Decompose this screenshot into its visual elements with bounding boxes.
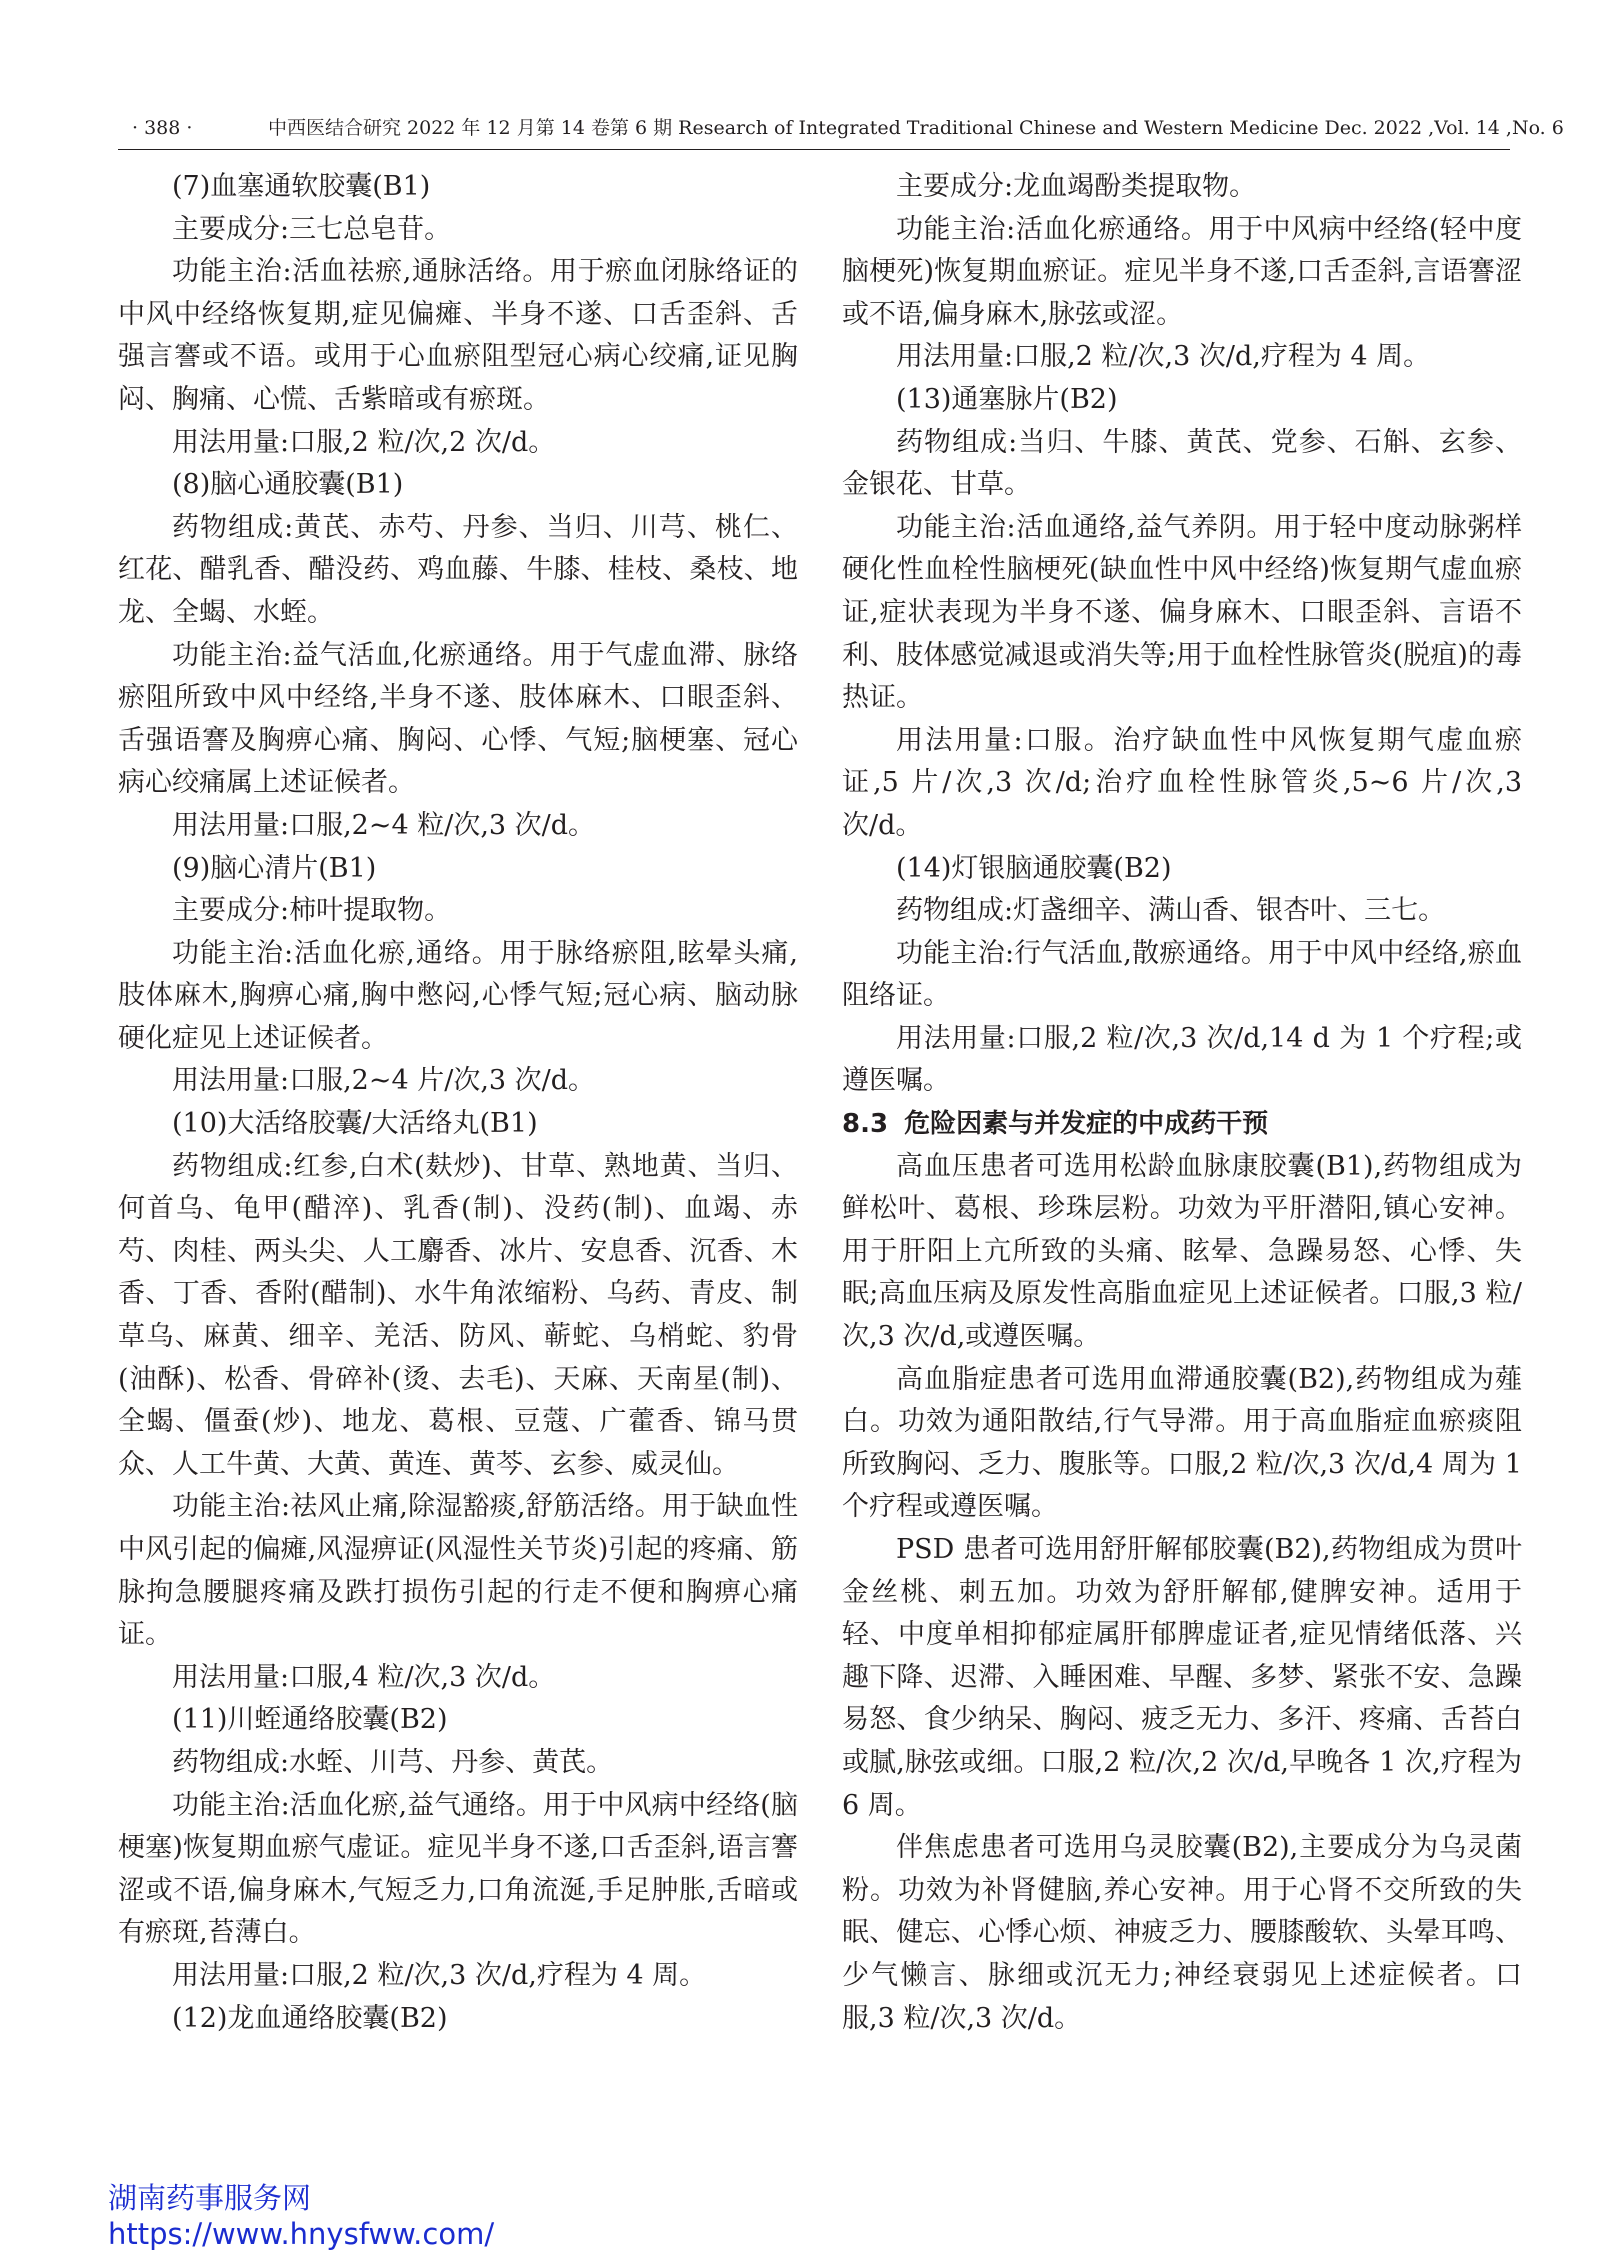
paragraph: (13)通塞脉片(B2) <box>896 383 1118 415</box>
paragraph: 用法用量:口服,2~4 片/次,3 次/d。 <box>172 1065 596 1097</box>
paragraph: 主要成分:柿叶提取物。 <box>172 895 452 927</box>
paragraph: 高血脂症患者可选用血滞通胶囊(B2),药物组成为薤白。功效为通阳散结,行气导滞。用于高血脂症血瘀痰阻所致胸闷、乏力、腹胀等。口服,2 粒/次,3 次/d,4 周为 1 个疗程或遵医嘱。 <box>842 1363 1522 1523</box>
section-title: 危险因素与并发症的中成药干预 <box>904 1109 1269 1140</box>
paragraph: (9)脑心清片(B1) <box>172 852 377 884</box>
paragraph: 功能主治:祛风止痛,除湿豁痰,舒筋活络。用于缺血性中风引起的偏瘫,风湿痹证(风湿性关节炎)引起的疼痛、筋脉拘急腰腿疼痛及跌打损伤引起的行走不便和胸痹心痛证。 <box>118 1491 798 1651</box>
paragraph: 用法用量:口服。治疗缺血性中风恢复期气虚血瘀证,5 片/次,3 次/d;治疗血栓性脉管炎,5~6 片/次,3 次/d。 <box>842 724 1522 841</box>
paragraph: 功能主治:活血化瘀,益气通络。用于中风病中经络(脑梗塞)恢复期血瘀气虚证。症见半身不遂,口舌歪斜,语言謇涩或不语,偏身麻木,气短乏力,口角流涎,手足肿胀,舌暗或有瘀斑,苔薄白。 <box>118 1789 798 1949</box>
site-url[interactable]: https://www.hnysfww.com/ <box>108 2217 495 2251</box>
paragraph: 用法用量:口服,2 粒/次,3 次/d,疗程为 4 周。 <box>896 341 1431 373</box>
paragraph: 用法用量:口服,2 粒/次,3 次/d,疗程为 4 周。 <box>172 1959 707 1991</box>
paragraph: 伴焦虑患者可选用乌灵胶囊(B2),主要成分为乌灵菌粉。功效为补肾健脑,养心安神。用于心肾不交所致的失眠、健忘、心悸心烦、神疲乏力、腰膝酸软、头晕耳鸣、少气懒言、脉细或沉无力;神经衰弱见上述症候者。口服,3 粒/次,3 次/d。 <box>842 1832 1522 2034</box>
paragraph: (8)脑心通胶囊(B1) <box>172 469 404 501</box>
paragraph: 功能主治:行气活血,散瘀通络。用于中风中经络,瘀血阻络证。 <box>842 937 1522 1012</box>
paragraph: 药物组成:水蛭、川芎、丹参、黄芪。 <box>172 1746 614 1778</box>
paragraph: 用法用量:口服,4 粒/次,3 次/d。 <box>172 1661 556 1693</box>
running-header <box>118 108 1564 148</box>
paragraph: (11)川蛭通络胶囊(B2) <box>172 1704 448 1736</box>
paragraph: 功能主治:活血祛瘀,通脉活络。用于瘀血闭脉络证的中风中经络恢复期,症见偏瘫、半身不遂、口舌歪斜、舌强言謇或不语。或用于心血瘀阻型冠心病心绞痛,证见胸闷、胸痛、心慌、舌紫暗或有瘀斑。 <box>118 256 798 415</box>
paragraph: 功能主治:活血化瘀通络。用于中风病中经络(轻中度脑梗死)恢复期血瘀证。症见半身不遂,口舌歪斜,言语謇涩或不语,偏身麻木,脉弦或涩。 <box>842 213 1522 330</box>
right-column <box>842 166 1522 2040</box>
paragraph: 药物组成:红参,白术(麸炒)、甘草、熟地黄、当归、何首乌、龟甲(醋淬)、乳香(制)、没药(制)、血竭、赤芍、肉桂、两头尖、人工麝香、冰片、安息香、沉香、木香、丁香、香附(醋制)、水牛角浓缩粉、乌药、青皮、制草乌、麻黄、细辛、羌活、防风、蕲蛇、乌梢蛇、豹骨(油酥)、松香、骨碎补(烫、去毛)、天麻、天南星(制)、全蝎、僵蚕(炒)、地龙、葛根、豆蔻、广藿香、锦马贯众、人工牛黄、大黄、黄连、黄芩、玄参、威灵仙。 <box>118 1150 798 1480</box>
paragraph: 功能主治:活血通络,益气养阴。用于轻中度动脉粥样硬化性血栓性脑梗死(缺血性中风中经络)恢复期气虚血瘀证,症状表现为半身不遂、偏身麻木、口眼歪斜、言语不利、肢体感觉减退或消失等;用于血栓性脉管炎(脱疽)的毒热证。 <box>842 511 1522 714</box>
paragraph: 用法用量:口服,2~4 粒/次,3 次/d。 <box>172 809 596 841</box>
journal-info: 中西医结合研究 2022 年 12 月第 14 卷第 6 期 Research of Integrated Traditional Chinese and Western Medicine Dec. 2022 ,Vol. 14 ,No. 6 <box>268 117 1564 139</box>
paragraph: (7)血塞通软胶囊(B1) <box>172 171 431 202</box>
left-column <box>118 166 798 2040</box>
paragraph: 药物组成:黄芪、赤芍、丹参、当归、川芎、桃仁、红花、醋乳香、醋没药、鸡血藤、牛膝、桂枝、桑枝、地龙、全蝎、水蛭。 <box>118 511 798 628</box>
header-rule <box>118 149 1510 150</box>
paragraph: 用法用量:口服,2 粒/次,2 次/d。 <box>172 426 556 458</box>
paragraph: 主要成分:三七总皂苷。 <box>172 213 452 245</box>
watermark-footer <box>108 2180 494 2252</box>
paragraph: (10)大活络胶囊/大活络丸(B1) <box>172 1108 538 1140</box>
paragraph: 功能主治:益气活血,化瘀通络。用于气虚血滞、脉络瘀阻所致中风中经络,半身不遂、肢体麻木、口眼歪斜、舌强语謇及胸痹心痛、胸闷、心悸、气短;脑梗塞、冠心病心绞痛属上述证候者。 <box>118 639 798 799</box>
paragraph: 主要成分:龙血竭酚类提取物。 <box>896 171 1257 202</box>
paragraph: 功能主治:活血化瘀,通络。用于脉络瘀阻,眩晕头痛,肢体麻木,胸痹心痛,胸中憋闷,心悸气短;冠心病、脑动脉硬化症见上述证候者。 <box>118 937 798 1054</box>
section-heading <box>842 1103 1522 1146</box>
page-number: · 388 · <box>132 117 193 139</box>
paragraph: 药物组成:灯盏细辛、满山香、银杏叶、三七。 <box>896 895 1446 927</box>
paragraph: 高血压患者可选用松龄血脉康胶囊(B1),药物组成为鲜松叶、葛根、珍珠层粉。功效为平肝潜阳,镇心安神。用于肝阳上亢所致的头痛、眩晕、急躁易怒、心悸、失眠;高血压病及原发性高脂血症见上述证候者。口服,3 粒/次,3 次/d,或遵医嘱。 <box>842 1150 1522 1353</box>
section-number: 8.3 <box>842 1109 889 1140</box>
paragraph: 药物组成:当归、牛膝、黄芪、党参、石斛、玄参、金银花、甘草。 <box>842 426 1522 501</box>
paragraph: 用法用量:口服,2 粒/次,3 次/d,14 d 为 1 个疗程;或遵医嘱。 <box>842 1022 1522 1097</box>
site-name: 湖南药事服务网 <box>108 2181 312 2215</box>
paragraph: (12)龙血通络胶囊(B2) <box>172 2002 448 2034</box>
paragraph: PSD 患者可选用舒肝解郁胶囊(B2),药物组成为贯叶金丝桃、刺五加。功效为舒肝解郁,健脾安神。适用于轻、中度单相抑郁症属肝郁脾虚证者,症见情绪低落、兴趣下降、迟滞、入睡困难、早醒、多梦、紧张不安、急躁易怒、食少纳呆、胸闷、疲乏无力、多汗、疼痛、舌苔白或腻,脉弦或细。口服,2 粒/次,2 次/d,早晚各 1 次,疗程为 6 周。 <box>842 1534 1522 1821</box>
paragraph: (14)灯银脑通胶囊(B2) <box>896 852 1172 884</box>
